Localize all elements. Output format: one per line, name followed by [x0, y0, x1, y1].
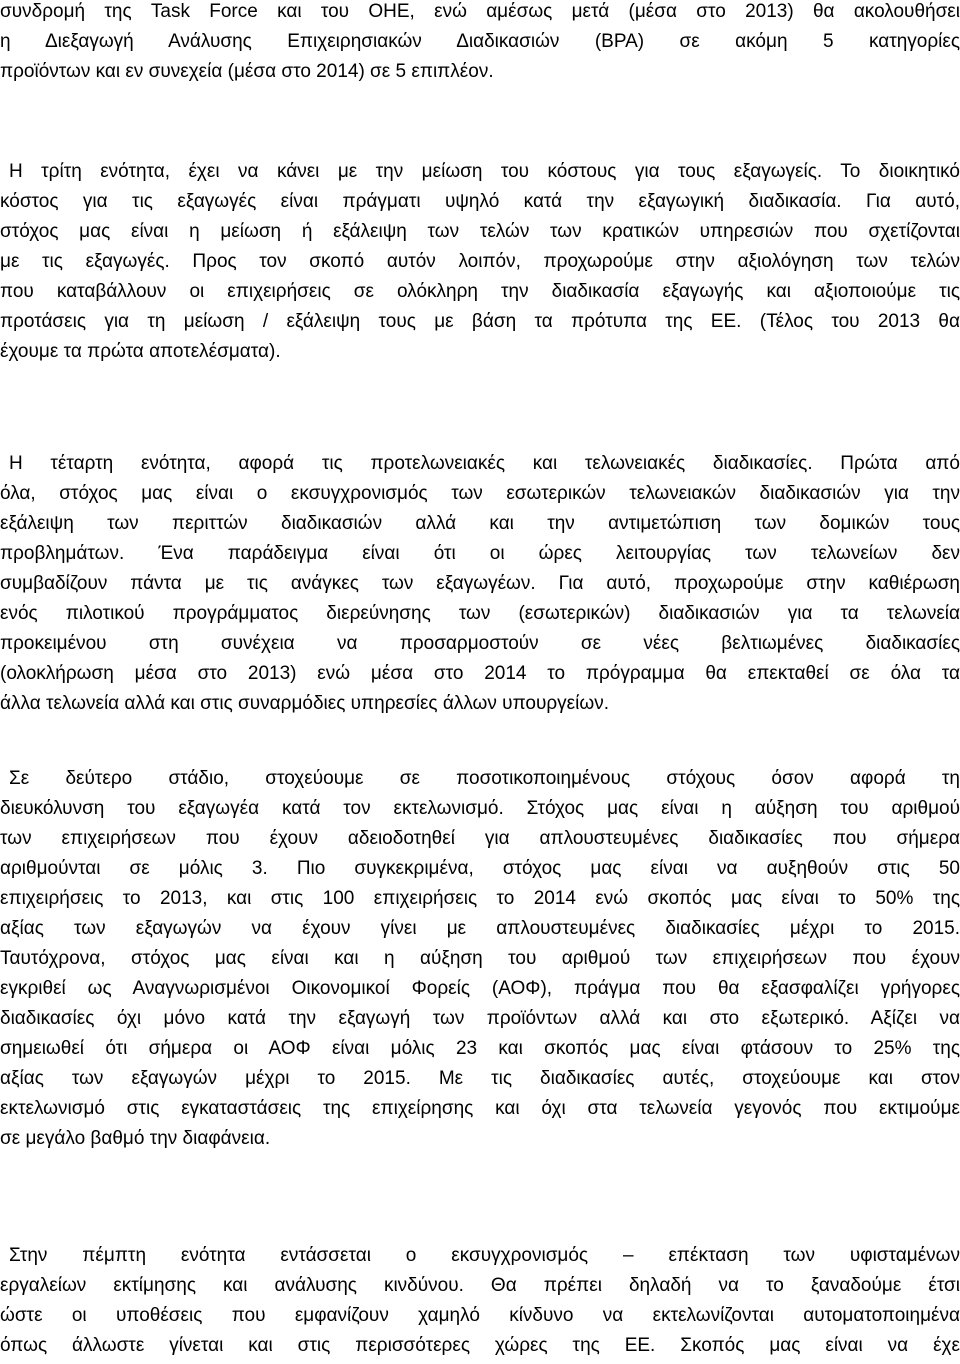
paragraph-4-line-11: αξίας των εξαγωγών μέχρι το 2015. Με τις διαδικασίες αυτές, στοχεύουμε και στον	[0, 1068, 960, 1089]
paragraph-4-line-2: διευκόλυνση του εξαγωγέα κατά τον εκτελωνισμό. Στόχος μας είναι η αύξηση του αριθμού	[0, 798, 960, 819]
paragraph-3-line-3: εξάλειψη των περιττών διαδικασιών αλλά και την αντιμετώπιση των δομικών τους	[0, 513, 960, 534]
paragraph-4-line-3: των επιχειρήσεων που έχουν αδειοδοτηθεί για απλουστευμένες διαδικασίες που σήμερα	[0, 828, 960, 849]
paragraph-4-line-4: αριθμούνται σε μόλις 3. Πιο συγκεκριμένα, στόχος μας είναι να αυξηθούν στις 50	[0, 858, 960, 879]
paragraph-1-line-2: η Διεξαγωγή Ανάλυσης Επιχειρησιακών Διαδικασιών (BPA) σε ακόμη 5 κατηγορίες	[0, 31, 960, 52]
paragraph-3-line-8: (ολοκλήρωση μέσα στο 2013) ενώ μέσα στο 2014 το πρόγραμμα θα επεκταθεί σε όλα τα	[0, 663, 960, 684]
paragraph-1-line-1: συνδρομή της Task Force και του ΟΗΕ, ενώ αμέσως μετά (μέσα στο 2013) θα ακολουθήσει	[0, 1, 960, 22]
paragraph-4-line-9: διαδικασίες όχι μόνο κατά την εξαγωγή των προϊόντων αλλά και στο εξωτερικό. Αξίζει να	[0, 1008, 960, 1029]
paragraph-2-line-2: κόστος για τις εξαγωγές είναι πράγματι υψηλό κατά την εξαγωγική διαδικασία. Για αυτό,	[0, 191, 960, 212]
paragraph-2-line-7: έχουμε τα πρώτα αποτελέσματα).	[0, 341, 281, 362]
paragraph-4-line-10: σημειωθεί ότι σήμερα οι ΑΟΦ είναι μόλις 23 και σκοπός μας είναι φτάσουν το 25% της	[0, 1038, 960, 1059]
paragraph-4-line-7: Ταυτόχρονα, στόχος μας είναι και η αύξηση του αριθμού των επιχειρήσεων που έχουν	[0, 948, 960, 969]
paragraph-2-line-3: στόχος μας είναι η μείωση ή εξάλειψη των τελών των κρατικών υπηρεσιών που σχετίζονται	[0, 221, 960, 242]
paragraph-3-line-1: Η τέταρτη ενότητα, αφορά τις προτελωνειακές και τελωνειακές διαδικασίες. Πρώτα από	[9, 453, 960, 474]
paragraph-4-line-12: εκτελωνισμό στις εγκαταστάσεις της επιχείρησης και όχι στα τελωνεία γεγονός που εκτιμούμε	[0, 1098, 960, 1119]
paragraph-1-line-3: προϊόντων και εν συνεχεία (μέσα στο 2014) σε 5 επιπλέον.	[0, 61, 494, 82]
paragraph-2-line-6: προτάσεις για τη μείωση / εξάλειψη τους με βάση τα πρότυπα της ΕΕ. (Τέλος του 2013 θα	[0, 311, 960, 332]
paragraph-5-line-2: εργαλείων εκτίμησης και ανάλυσης κινδύνου. Θα πρέπει δηλαδή να το ξαναδούμε έτσι	[0, 1275, 960, 1296]
paragraph-3-line-9: άλλα τελωνεία αλλά και στις συναρμόδιες υπηρεσίες άλλων υπουργείων.	[0, 693, 609, 714]
paragraph-5-line-3: ώστε οι υποθέσεις που εμφανίζουν χαμηλό κίνδυνο να εκτελωνίζονται αυτοματοποιημένα	[0, 1305, 960, 1326]
paragraph-2-line-4: με τις εξαγωγές. Προς τον σκοπό αυτόν λοιπόν, προχωρούμε στην αξιολόγηση των τελών	[0, 251, 960, 272]
paragraph-4-line-8: εγκριθεί ως Αναγνωρισμένοι Οικονομικοί Φορείς (ΑΟΦ), πράγμα που θα εξασφαλίζει γρήγορες	[0, 978, 960, 999]
paragraph-3-line-4: προβλημάτων. Ένα παράδειγμα είναι ότι οι ώρες λειτουργίας των τελωνείων δεν	[0, 543, 960, 564]
paragraph-2-line-5: που καταβάλλουν οι επιχειρήσεις σε ολόκληρη την διαδικασία εξαγωγής και αξιοποιούμε τις	[0, 281, 960, 302]
paragraph-3-line-2: όλα, στόχος μας είναι ο εκσυγχρονισμός των εσωτερικών τελωνειακών διαδικασιών για την	[0, 483, 960, 504]
paragraph-4-line-5: επιχειρήσεις το 2013, και στις 100 επιχειρήσεις το 2014 ενώ σκοπός μας είναι το 50% της	[0, 888, 960, 909]
paragraph-5-line-4: όπως άλλωστε γίνεται και στις περισσότερες χώρες της ΕΕ. Σκοπός μας είναι να έχε	[0, 1335, 960, 1356]
paragraph-4-line-6: αξίας των εξαγωγών να έχουν γίνει με απλουστευμένες διαδικασίες μέχρι το 2015.	[0, 918, 960, 939]
paragraph-3-line-6: ενός πιλοτικού προγράμματος διερεύνησης των (εσωτερικών) διαδικασιών για τα τελωνεία	[0, 603, 960, 624]
paragraph-3-line-7: προκειμένου στη συνέχεια να προσαρμοστούν σε νέες βελτιωμένες διαδικασίες	[0, 633, 960, 654]
paragraph-5-line-1: Στην πέμπτη ενότητα εντάσσεται ο εκσυγχρονισμός – επέκταση των υφισταμένων	[9, 1245, 960, 1266]
paragraph-4-line-13: σε μεγάλο βαθμό την διαφάνεια.	[0, 1128, 271, 1149]
paragraph-2-line-1: Η τρίτη ενότητα, έχει να κάνει με την μείωση του κόστους για τους εξαγωγείς. Το διοικητικό	[9, 161, 960, 182]
paragraph-4-line-1: Σε δεύτερο στάδιο, στοχεύουμε σε ποσοτικοποιημένους στόχους όσον αφορά τη	[9, 768, 960, 789]
paragraph-3-line-5: συμβαδίζουν πάντα με τις ανάγκες των εξαγωγέων. Για αυτό, προχωρούμε στην καθιέρωση	[0, 573, 960, 594]
